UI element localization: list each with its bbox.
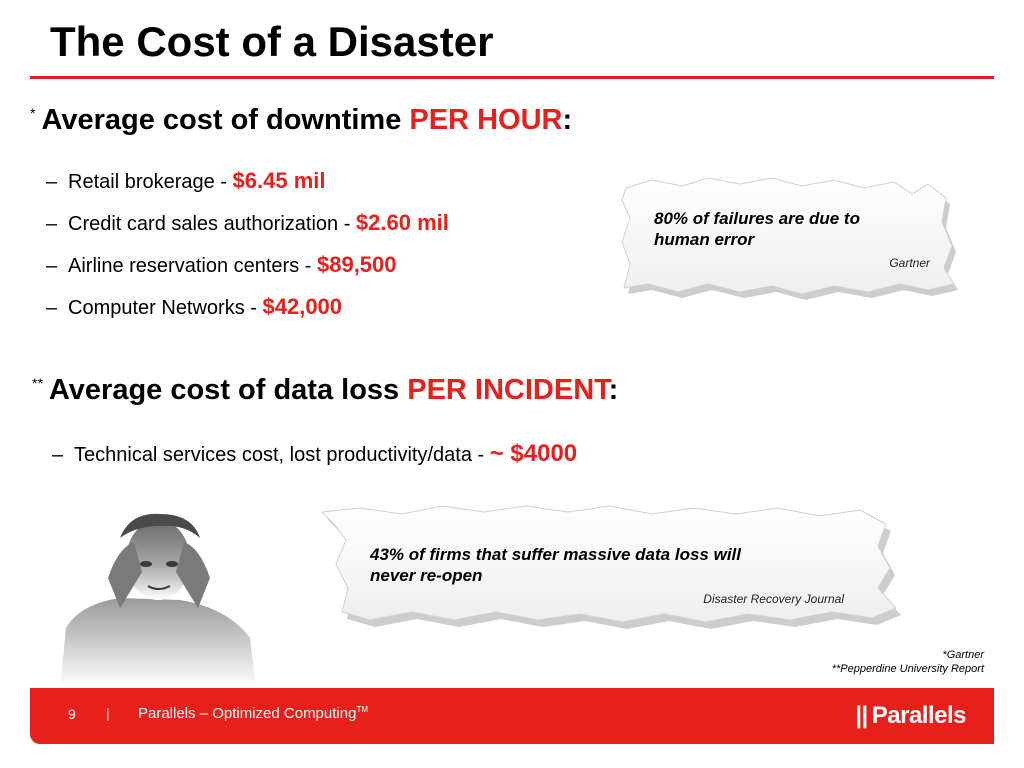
callout-quote [654, 208, 860, 250]
quote-line: 80% of failures are due to [654, 209, 860, 228]
footnote: *Gartner [942, 649, 984, 661]
item-value: $6.45 mil [232, 168, 326, 193]
item-value: $42,000 [262, 294, 343, 319]
footer-separator: | [106, 705, 110, 721]
downtime-cost-list [46, 168, 449, 336]
title-divider [30, 76, 994, 79]
item-label: Computer Networks - [68, 297, 263, 319]
item-value: $2.60 mil [355, 210, 449, 235]
footnotes [832, 648, 984, 676]
item-label: Retail brokerage - [68, 171, 233, 193]
logo-bars-icon: || [855, 702, 868, 729]
stressed-person-image [60, 508, 260, 688]
item-label: Technical services cost, lost productivity/data - [74, 444, 490, 466]
list-item: – Credit card sales authorization - $2.60 mil [46, 210, 449, 235]
section-heading-downtime [30, 104, 572, 137]
heading-highlight: PER INCIDENT [407, 374, 609, 406]
list-item: – Airline reservation centers - $89,500 [46, 252, 397, 277]
list-item: – Computer Networks - $42,000 [46, 294, 343, 319]
footer-tagline [138, 705, 368, 722]
item-label: Credit card sales authorization - [68, 213, 356, 235]
heading-text: Average cost of downtime [41, 104, 402, 136]
callout-failures [612, 172, 964, 302]
section-heading-data-loss [32, 374, 618, 407]
heading-highlight: PER HOUR [409, 104, 563, 136]
footnote: **Pepperdine University Report [831, 663, 984, 675]
footnote-marker: * [30, 105, 36, 122]
quote-line: never re-open [370, 566, 483, 585]
quote-line: 43% of firms that suffer massive data loss will [370, 545, 741, 564]
item-value: ~ $4000 [489, 440, 578, 467]
data-loss-cost-list [52, 440, 577, 482]
tagline-text: Parallels – Optimized Computing [138, 705, 357, 722]
trademark-mark: TM [356, 705, 368, 714]
parallels-logo [855, 702, 966, 730]
logo-text: Parallels [871, 702, 966, 729]
heading-text: Average cost of data loss [48, 374, 400, 406]
heading-colon: : [608, 374, 619, 406]
callout-source: Disaster Recovery Journal [703, 592, 844, 606]
item-value: $89,500 [316, 252, 397, 277]
callout-quote [370, 544, 741, 586]
quote-line: human error [654, 230, 755, 249]
list-item: – Technical services cost, lost productivity/data - ~ $4000 [52, 440, 578, 467]
heading-colon: : [562, 104, 573, 136]
footnote-marker: ** [32, 375, 43, 392]
list-item: – Retail brokerage - $6.45 mil [46, 168, 326, 193]
item-label: Airline reservation centers - [68, 255, 317, 277]
page-number: 9 [68, 706, 76, 722]
page-title: The Cost of a Disaster [50, 18, 494, 65]
callout-source: Gartner [889, 256, 930, 270]
callout-data-loss [312, 498, 912, 636]
footer-bar [30, 688, 994, 744]
